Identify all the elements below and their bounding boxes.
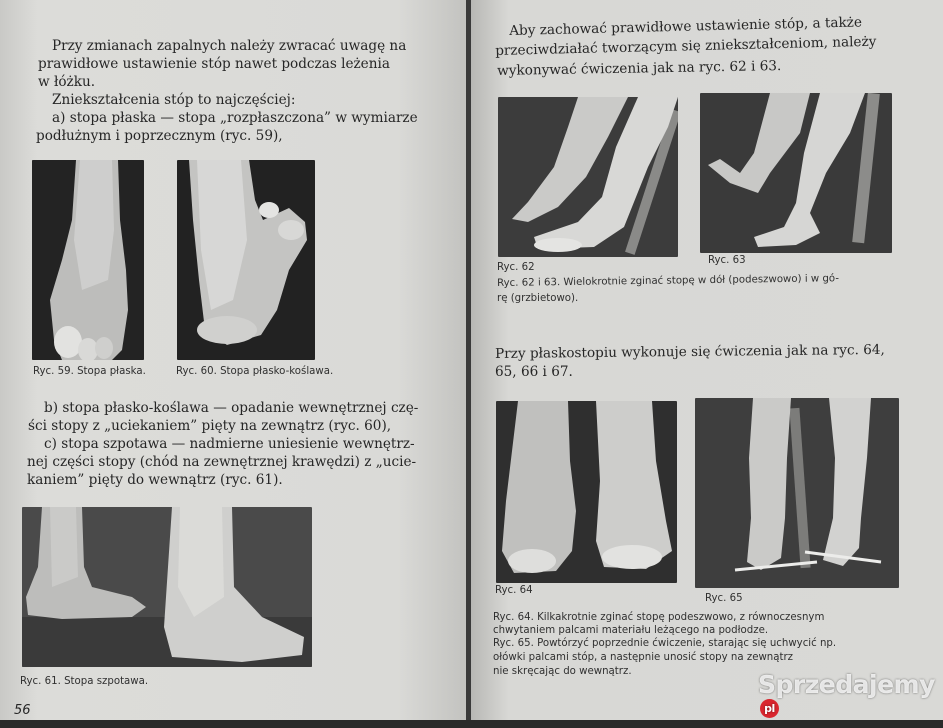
photo-ryc-65-pencil-grip [695,398,899,588]
page-number: 56 [14,703,31,718]
intro-line-1: Przy zmianach zapalnych należy zwracać uwagę na [52,38,407,54]
label-ryc-62: Ryc. 62 [497,262,535,273]
list-item-a: a) stopa płaska — stopa „rozpłaszczona” w wymiarze [52,110,418,126]
caption-ryc-62-63-line-1: Ryc. 62 i 63. Wielokrotnie zginać stopę w dół (podeszwowo) i w gó- [497,273,840,289]
intro-line-3: w łóżku. [38,74,96,90]
caption-ryc-64-65-line-3: Ryc. 65. Powtórzyć poprzednie ćwiczenie, starając się uchwycić np. [493,638,837,649]
label-ryc-65: Ryc. 65 [705,593,743,604]
photo-ryc-64-toe-grip [496,401,677,583]
body-line-1: b) stopa płasko-koślawa — opadanie wewnętrznej czę- [44,400,419,416]
photo-ryc-60-flat-valgus-foot [177,160,315,360]
caption-ryc-61: Ryc. 61. Stopa szpotawa. [20,676,149,687]
right-intro-line-3: wykonywać ćwiczenia jak na ryc. 62 i 63. [497,58,782,79]
list-item-a-cont: podłużnym i poprzecznym (ryc. 59), [36,128,283,144]
photo-ryc-63-dorsal-flexion [700,93,892,253]
watermark [758,670,943,728]
caption-ryc-64-65-line-5: nie skręcając do wewnątrz. [493,666,632,677]
photo-ryc-61-clubfoot [22,507,312,667]
body-line-5: kaniem” pięty do wewnątrz (ryc. 61). [27,472,283,488]
intro-line-2: prawidłowe ustawienie stóp nawet podczas leżenia [38,56,390,72]
caption-ryc-59: Ryc. 59. Stopa płaska. [33,366,146,377]
left-page [0,0,468,720]
photo-ryc-59-flat-foot [32,160,144,360]
caption-ryc-60: Ryc. 60. Stopa płasko-koślawa. [176,366,334,377]
body-line-2: ści stopy z „uciekaniem” pięty na zewnątrz (ryc. 60), [28,418,392,434]
right-intro-line-1: Aby zachować prawidłowe ustawienie stóp, a także [509,14,863,39]
photo-ryc-62-plantar-flexion [498,97,678,257]
watermark-text: Sprzedajemy [758,670,935,699]
flatfoot-line-1: Przy płaskostopiu wykonuje się ćwiczenia jak na ryc. 64, [495,341,885,362]
caption-ryc-62-63-line-2: rę (grzbietowo). [497,293,579,304]
caption-ryc-64-65-line-4: ołówki palcami stóp, a następnie unosić stopy na zewnątrz [493,652,794,663]
caption-ryc-64-65-line-2: chwytaniem palcami materiału leżącego na podłodze. [493,625,769,636]
watermark-badge: pl [760,699,779,718]
right-page [471,0,943,720]
label-ryc-63: Ryc. 63 [708,255,746,266]
list-intro: Zniekształcenia stóp to najczęściej: [52,92,296,108]
label-ryc-64: Ryc. 64 [495,585,533,596]
body-line-3: c) stopa szpotawa — nadmierne uniesienie wewnętrz- [44,436,415,452]
right-intro-line-2: przeciwdziałać tworzącym się zniekształceniom, należy [495,33,877,59]
caption-ryc-64-65-line-1: Ryc. 64. Kilkakrotnie zginać stopę podeszwowo, z równoczesnym [493,612,825,623]
body-line-4: nej części stopy (chód na zewnętrznej krawędzi) z „ucie- [27,454,417,470]
flatfoot-line-2: 65, 66 i 67. [495,364,573,380]
